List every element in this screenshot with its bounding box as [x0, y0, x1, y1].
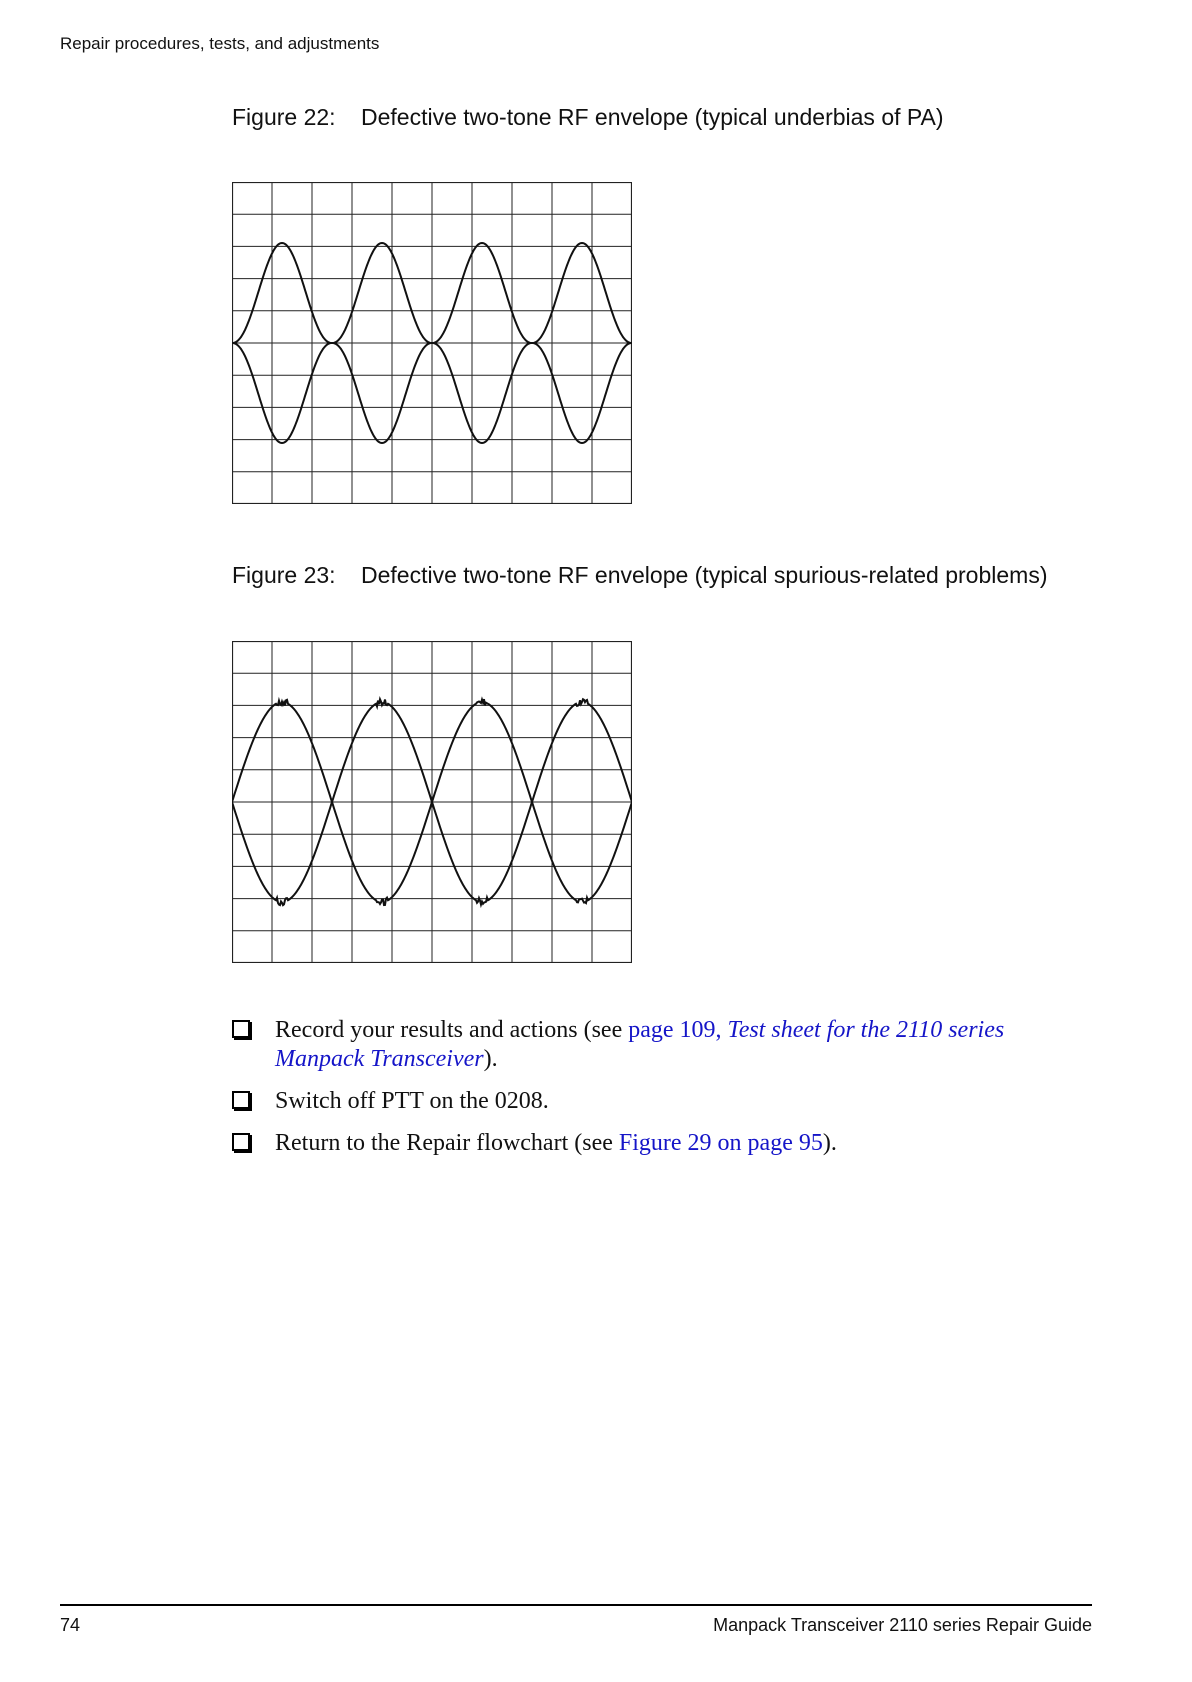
checkbox-icon[interactable]	[232, 1133, 250, 1151]
checkbox-icon[interactable]	[232, 1020, 250, 1038]
link-page-109[interactable]: page 109	[628, 1017, 716, 1043]
figure-22-caption	[232, 104, 944, 131]
page-number: 74	[60, 1615, 81, 1635]
checklist	[232, 1016, 1052, 1171]
checklist-item-switch-off-ptt: Switch off PTT on the 0208.	[232, 1087, 1052, 1116]
checklist-item-record-results: Record your results and actions (see page 109, Test sheet for the 2110 series Manpack Transceiver).	[232, 1016, 1052, 1074]
figure-23-scope-trace	[232, 641, 632, 963]
figure-23-number: Figure 23:	[232, 562, 336, 588]
link-figure-29[interactable]: Figure 29 on page 95	[618, 1130, 823, 1156]
running-header: Repair procedures, tests, and adjustments	[60, 34, 380, 53]
checkbox-icon[interactable]	[232, 1091, 250, 1109]
figure-23-caption	[232, 562, 1047, 589]
checklist-item-return-flowchart: Return to the Repair flowchart (see Figure 29 on page 95).	[232, 1129, 1052, 1158]
figure-23-title: Defective two-tone RF envelope (typical spurious-related problems)	[361, 562, 1048, 588]
figure-22-scope-trace	[232, 182, 632, 504]
footer-rule	[60, 1604, 1092, 1606]
figure-22-number: Figure 22:	[232, 104, 336, 130]
figure-22-title: Defective two-tone RF envelope (typical underbias of PA)	[361, 104, 944, 130]
link-test-sheet[interactable]: Test sheet for the 2110 series Manpack Transceiver	[275, 1017, 1005, 1072]
footer-guide-title: Manpack Transceiver 2110 series Repair Guide	[713, 1615, 1092, 1635]
